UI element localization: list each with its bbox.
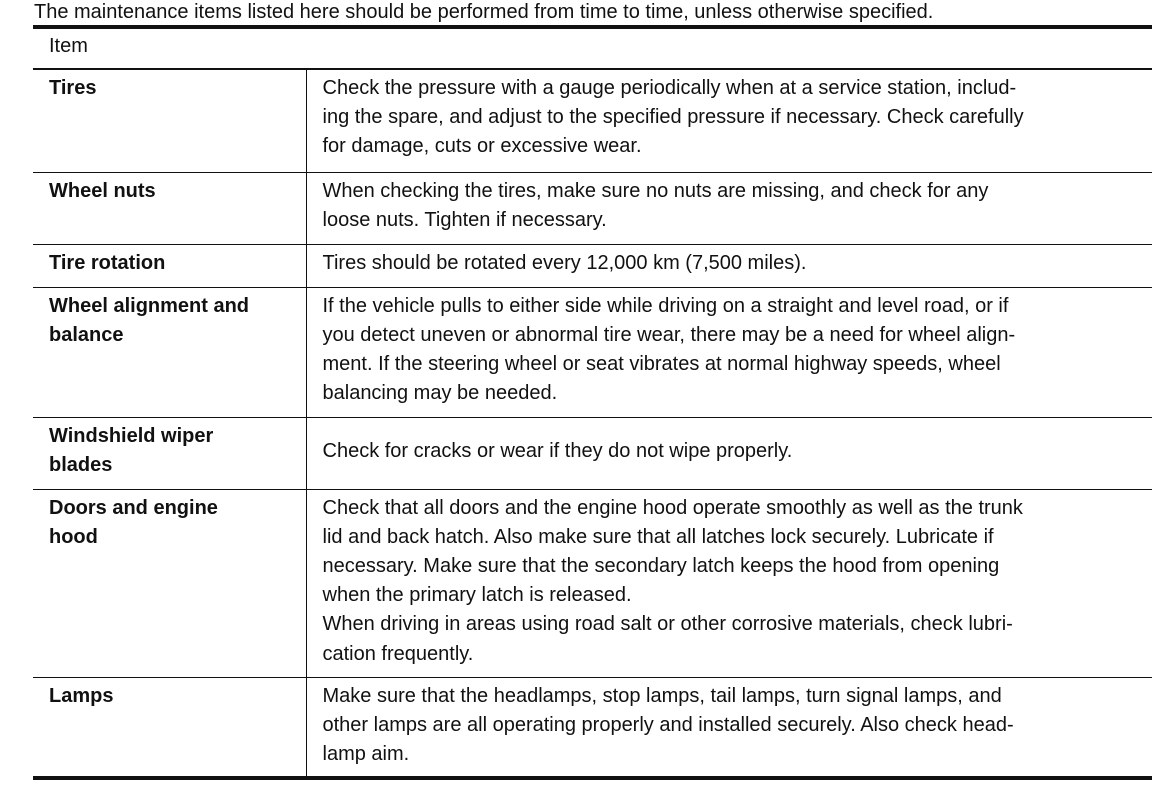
top-rule bbox=[33, 25, 1152, 29]
description-line: Make sure that the headlamps, stop lamps, tail lamps, turn signal lamps, and bbox=[322, 684, 1002, 707]
description-cell bbox=[306, 417, 1152, 489]
item-name: Tires bbox=[49, 77, 97, 99]
description-line: you detect uneven or abnormal tire wear, there may be a need for wheel align- bbox=[322, 323, 1016, 346]
description-line: ing the spare, and adjust to the specified pressure if necessary. Check carefully bbox=[322, 106, 1024, 129]
item-cell bbox=[33, 417, 306, 489]
description-line: Check the pressure with a gauge periodically when at a service station, includ- bbox=[322, 77, 1017, 99]
description-line: lid and back hatch. Also make sure that all latches lock securely. Lubricate if bbox=[322, 525, 994, 548]
item-name: Wheel alignment and bbox=[49, 294, 250, 317]
item-name: balance bbox=[49, 323, 124, 346]
table-row bbox=[33, 70, 1152, 172]
item-cell bbox=[33, 70, 306, 172]
description-line: balancing may be needed. bbox=[322, 382, 558, 405]
table-row bbox=[33, 417, 1152, 489]
item-cell bbox=[33, 287, 306, 417]
description-line: ment. If the steering wheel or seat vibrates at normal highway speeds, wheel bbox=[322, 352, 1001, 375]
column-header-item: Item bbox=[49, 35, 88, 57]
item-name: Windshield wiper bbox=[49, 424, 214, 447]
description-line: loose nuts. Tighten if necessary. bbox=[322, 208, 607, 231]
description-line: other lamps are all operating properly and installed securely. Also check head- bbox=[322, 713, 1014, 736]
description-cell bbox=[306, 677, 1152, 777]
description-line: Check for cracks or wear if they do not wipe properly. bbox=[322, 440, 793, 463]
table-row bbox=[33, 287, 1152, 417]
description-line: necessary. Make sure that the secondary latch keeps the hood from opening bbox=[322, 554, 1000, 577]
table-row bbox=[33, 172, 1152, 244]
description-line: cation frequently. bbox=[322, 642, 474, 665]
maintenance-table bbox=[33, 70, 1152, 777]
item-name: blades bbox=[49, 453, 113, 476]
intro-text: The maintenance items listed here should be performed from time to time, unless otherwise specified. bbox=[34, 1, 934, 23]
description-line: When checking the tires, make sure no nuts are missing, and check for any bbox=[322, 179, 989, 202]
description-cell bbox=[306, 70, 1152, 172]
item-cell bbox=[33, 172, 306, 244]
item-name: Tire rotation bbox=[49, 251, 166, 274]
description-line: Check that all doors and the engine hood operate smoothly as well as the trunk bbox=[322, 496, 1023, 519]
description-cell bbox=[306, 172, 1152, 244]
item-name: hood bbox=[49, 525, 98, 548]
bottom-rule bbox=[33, 776, 1152, 780]
description-line: Tires should be rotated every 12,000 km (7,500 miles). bbox=[322, 251, 807, 274]
description-line: When driving in areas using road salt or other corrosive materials, check lubri- bbox=[322, 613, 1013, 636]
description-cell bbox=[306, 489, 1152, 677]
table-row bbox=[33, 489, 1152, 677]
description-line: for damage, cuts or excessive wear. bbox=[322, 135, 642, 158]
table-row bbox=[33, 244, 1152, 287]
item-name: Lamps bbox=[49, 684, 114, 707]
item-cell bbox=[33, 677, 306, 777]
item-name: Doors and engine bbox=[49, 496, 218, 519]
description-cell bbox=[306, 244, 1152, 287]
table-row bbox=[33, 677, 1152, 777]
description-line: when the primary latch is released. bbox=[322, 584, 632, 607]
description-line: If the vehicle pulls to either side while driving on a straight and level road, or if bbox=[322, 294, 1009, 317]
description-line: lamp aim. bbox=[322, 742, 410, 765]
item-cell bbox=[33, 244, 306, 287]
item-name: Wheel nuts bbox=[49, 179, 156, 202]
item-cell bbox=[33, 489, 306, 677]
description-cell bbox=[306, 287, 1152, 417]
